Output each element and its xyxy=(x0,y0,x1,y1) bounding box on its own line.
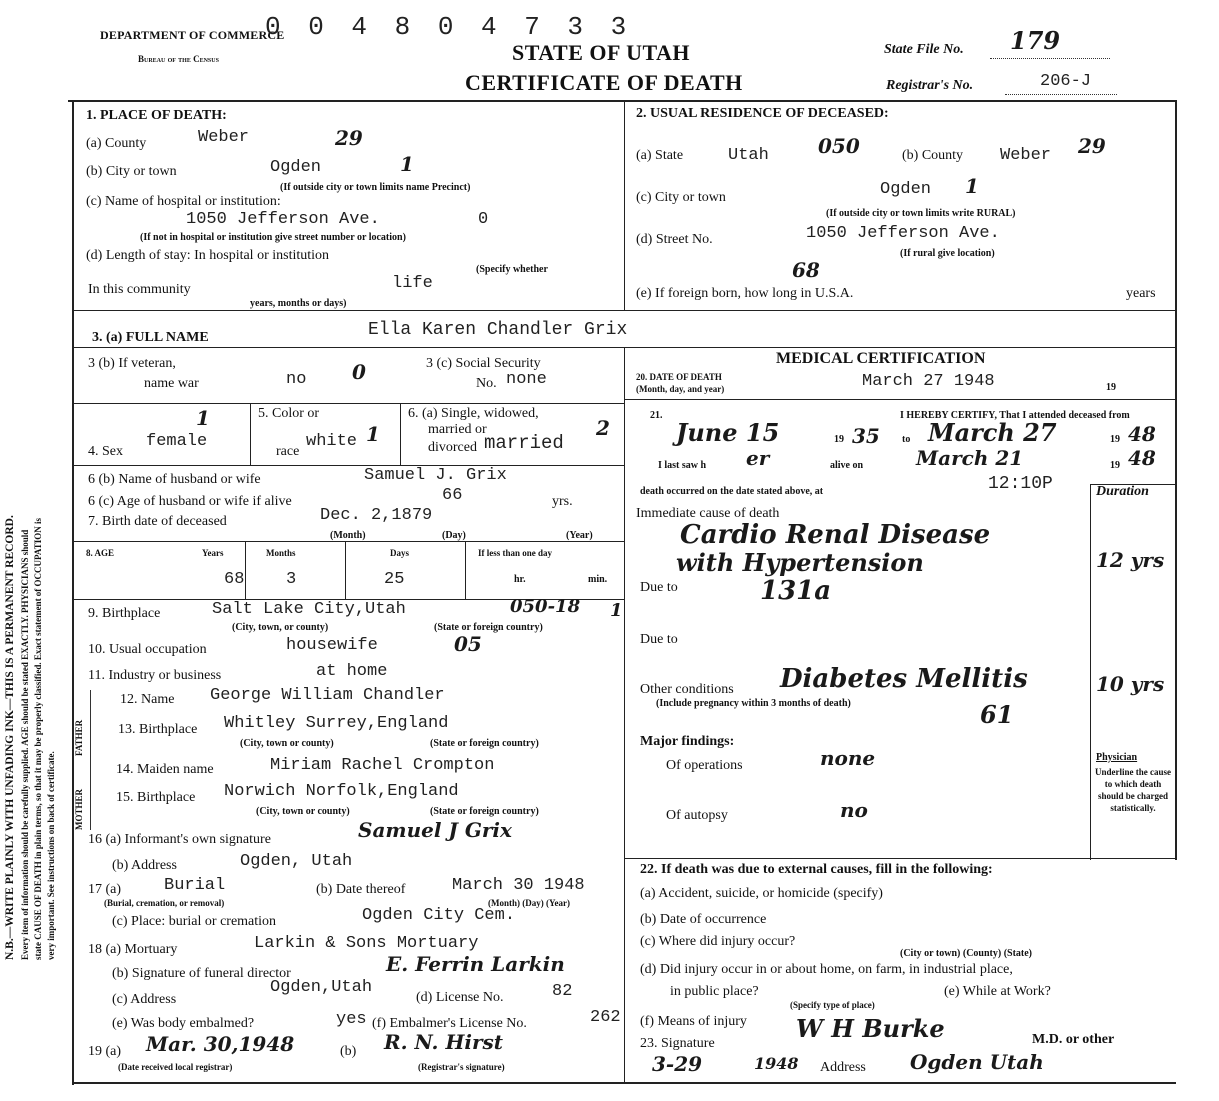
burial-date-label: (b) Date thereof xyxy=(316,882,406,897)
informant-addr-value: Ogden, Utah xyxy=(240,852,353,871)
embalmer-label: (f) Embalmer's License No. xyxy=(372,1016,527,1031)
age-less-label: If less than one day xyxy=(478,548,553,558)
place-of-death-heading: 1. PLACE OF DEATH: xyxy=(86,108,227,123)
age-label: 8. AGE xyxy=(86,548,115,558)
father-bp-note2: (State or foreign country) xyxy=(430,738,539,749)
certify-text: I HEREBY CERTIFY, That I attended deceased from xyxy=(900,410,1130,421)
signature-address: Ogden Utah xyxy=(910,1050,1044,1074)
marital-label3: divorced xyxy=(428,440,477,455)
external-d2: in public place? xyxy=(670,984,759,999)
res-foreign-label: (e) If foreign born, how long in U.S.A. xyxy=(636,286,854,301)
mother-bp-note2: (State or foreign country) xyxy=(430,806,539,817)
due-to-1-value: 131a xyxy=(760,576,832,606)
signature-year: 1948 xyxy=(754,1054,799,1073)
external-e: (e) While at Work? xyxy=(944,984,1051,999)
age-days-label: Days xyxy=(390,548,410,558)
birthplace-value: Salt Lake City,Utah xyxy=(212,600,406,619)
registrar-label: 19 (a) xyxy=(88,1044,122,1059)
veteran-war-label: name war xyxy=(144,376,199,391)
res-city-code: 1 xyxy=(965,174,979,198)
alive-on-label: alive on xyxy=(830,460,864,471)
birthplace-code2: 1 xyxy=(610,600,623,621)
attended-from: June 15 xyxy=(676,418,780,447)
race-label: race xyxy=(276,444,300,459)
res-state-code: 050 xyxy=(818,134,860,158)
pod-community-note: years, months or days) xyxy=(250,298,347,309)
immediate-cause-2: with Hypertension xyxy=(676,548,924,577)
pod-city-note: (If outside city or town limits name Precinct) xyxy=(280,182,471,193)
pod-community-label: In this community xyxy=(88,282,191,297)
birthplace-code: 050-18 xyxy=(510,596,581,617)
external-a: (a) Accident, suicide, or homicide (specify) xyxy=(640,886,883,901)
full-name-value: Ella Karen Chandler Grix xyxy=(368,320,628,340)
signature-address-label: Address xyxy=(820,1060,866,1075)
external-f: (f) Means of injury xyxy=(640,1014,747,1029)
mother-name-value: Miriam Rachel Crompton xyxy=(270,756,495,775)
spouse-name-value: Samuel J. Grix xyxy=(364,466,507,485)
industry-label: 11. Industry or business xyxy=(88,668,222,683)
external-c: (c) Where did injury occur? xyxy=(640,934,796,949)
pod-county-label: (a) County xyxy=(86,136,147,151)
funeral-director-sig: E. Ferrin Larkin xyxy=(386,952,565,976)
other-code: 61 xyxy=(980,700,1014,729)
spouse-name-label: 6 (b) Name of husband or wife xyxy=(88,472,261,487)
residence-heading: 2. USUAL RESIDENCE OF DECEASED: xyxy=(636,106,889,121)
sex-label: 4. Sex xyxy=(88,444,123,459)
immediate-cause-label: Immediate cause of death xyxy=(636,506,780,521)
pod-county-value: Weber xyxy=(198,128,250,147)
occupation-value: housewife xyxy=(286,636,378,655)
last-saw-her: er xyxy=(746,446,770,470)
signature-date: 3-29 xyxy=(652,1052,703,1076)
ss-label: 3 (c) Social Security xyxy=(426,356,541,371)
pod-city-value: Ogden xyxy=(270,158,322,177)
department-label: DEPARTMENT OF COMMERCE xyxy=(100,28,285,42)
external-heading: 22. If death was due to external causes, fill in the following: xyxy=(640,862,993,877)
occupation-code: 05 xyxy=(454,632,482,656)
full-name-label: 3. (a) FULL NAME xyxy=(92,330,209,345)
last-saw-label: I last saw h xyxy=(658,460,707,471)
certificate-title: CERTIFICATE OF DEATH xyxy=(465,70,743,95)
external-c-note: (City or town) (County) (State) xyxy=(900,948,1033,959)
license-value: 82 xyxy=(552,982,573,1001)
to-year-prefix: 19 xyxy=(1110,434,1120,445)
pod-stay-label: (d) Length of stay: In hospital or institution xyxy=(86,248,330,263)
res-state-label: (a) State xyxy=(636,148,684,163)
side-note-line3: state CAUSE OF DEATH in plain terms, so that it may be properly classified. Exact statement of OCCUPATION is xyxy=(33,518,43,960)
operations-value: none xyxy=(820,746,876,770)
informant-sig: Samuel J Grix xyxy=(358,818,512,842)
veteran-value: no xyxy=(286,370,307,389)
registrar-sig: R. N. Hirst xyxy=(384,1030,504,1054)
res-foreign-code: 68 xyxy=(792,258,820,282)
side-note-line1: N.B.—WRITE PLAINLY WITH UNFADING INK—THIS IS A PERMANENT RECORD. xyxy=(4,515,16,960)
res-street-note: (If rural give location) xyxy=(900,248,995,259)
father-name-label: 12. Name xyxy=(120,692,175,707)
dod-label: 20. DATE OF DEATH xyxy=(636,372,722,382)
registrar-note1: (Date received local registrar) xyxy=(118,1062,233,1072)
external-b: (b) Date of occurrence xyxy=(640,912,767,927)
registrar-no-value: 206-J xyxy=(1040,72,1092,91)
birthplace-label: 9. Birthplace xyxy=(88,606,161,621)
ss-no-label: No. xyxy=(476,376,497,391)
veteran-code: 0 xyxy=(352,360,366,384)
mother-bp-value: Norwich Norfolk,England xyxy=(224,782,459,801)
res-city-value: Ogden xyxy=(880,180,932,199)
attended-to: March 27 xyxy=(928,418,1057,447)
duration-label: Duration xyxy=(1096,484,1149,499)
age-hr-label: hr. xyxy=(514,574,526,585)
dod-year-label: 19 xyxy=(1106,382,1116,393)
marital-value: married xyxy=(484,432,564,454)
registrar-no-label: Registrar's No. xyxy=(886,78,974,93)
major-findings-label: Major findings: xyxy=(640,734,735,749)
age-months-label: Months xyxy=(266,548,296,558)
mother-name-label: 14. Maiden name xyxy=(116,762,214,777)
operations-label: Of operations xyxy=(666,758,743,773)
embalmed-value: yes xyxy=(336,1010,367,1029)
father-bp-value: Whitley Surrey,England xyxy=(224,714,449,733)
res-county-code: 29 xyxy=(1078,134,1106,158)
pod-city-code: 1 xyxy=(400,152,414,176)
pod-hospital-note: (If not in hospital or institution give street number or location) xyxy=(140,232,406,243)
immediate-cause-1: Cardio Renal Disease xyxy=(680,520,991,550)
marital-label2: married or xyxy=(428,422,487,437)
death-time: 12:10P xyxy=(988,474,1053,494)
pod-hospital-code: 0 xyxy=(478,210,489,229)
res-county-label: (b) County xyxy=(902,148,964,163)
birth-year-label: (Year) xyxy=(566,530,593,541)
burial-date-value: March 30 1948 xyxy=(452,876,585,895)
burial-date-note: (Month) (Day) (Year) xyxy=(488,898,570,908)
side-note-line4: very important. See instructions on back of certificate. xyxy=(46,751,56,960)
registrar-b-label: (b) xyxy=(340,1044,357,1059)
state-file-label: State File No. xyxy=(884,42,964,57)
burial-place-value: Ogden City Cem. xyxy=(362,906,516,925)
mother-bp-note1: (City, town or county) xyxy=(256,806,350,817)
spouse-age-unit: yrs. xyxy=(552,494,573,509)
signature-label: 23. Signature xyxy=(640,1036,715,1051)
autopsy-value: no xyxy=(840,798,868,822)
pod-hospital-label: (c) Name of hospital or institution: xyxy=(86,194,281,209)
res-city-note: (If outside city or town limits write RURAL) xyxy=(826,208,1016,219)
funeral-director-label: (b) Signature of funeral director xyxy=(112,966,291,981)
res-foreign-unit: years xyxy=(1126,286,1156,301)
last-year: 48 xyxy=(1128,446,1156,470)
state-title: STATE OF UTAH xyxy=(512,40,691,65)
last-saw-date: March 21 xyxy=(916,446,1024,470)
father-name-value: George William Chandler xyxy=(210,686,445,705)
age-min-label: min. xyxy=(588,574,608,585)
burial-note: (Burial, cremation, or removal) xyxy=(104,898,225,908)
external-d1: (d) Did injury occur in or about home, on farm, in industrial place, xyxy=(640,962,1013,977)
pod-city-label: (b) City or town xyxy=(86,164,177,179)
res-street-value: 1050 Jefferson Ave. xyxy=(806,224,1000,243)
age-months-value: 3 xyxy=(286,570,297,589)
birth-date-label: 7. Birth date of deceased xyxy=(88,514,227,529)
father-bp-note1: (City, town or county) xyxy=(240,738,334,749)
color-label: 5. Color or xyxy=(258,406,320,421)
immediate-duration: 12 yrs xyxy=(1096,548,1165,572)
age-years-value: 68 xyxy=(224,570,245,589)
to-label: to xyxy=(902,434,911,445)
registrar-date: Mar. 30,1948 xyxy=(146,1032,295,1056)
veteran-label: 3 (b) If veteran, xyxy=(88,356,176,371)
serial-number: 0 0 4 8 0 4 7 3 3 xyxy=(265,12,633,42)
mortuary-value: Larkin & Sons Mortuary xyxy=(254,934,479,953)
industry-value: at home xyxy=(316,662,388,681)
birth-day-label: (Day) xyxy=(442,530,466,541)
marital-code: 2 xyxy=(596,416,610,440)
other-conditions-value: Diabetes Mellitis xyxy=(780,664,1028,694)
res-city-label: (c) City or town xyxy=(636,190,726,205)
color-code: 1 xyxy=(366,422,380,446)
dod-value: March 27 1948 xyxy=(862,372,995,391)
res-street-label: (d) Street No. xyxy=(636,232,713,247)
pod-specify-note: (Specify whether xyxy=(476,264,548,275)
burial-label: 17 (a) xyxy=(88,882,122,897)
from-year: 35 xyxy=(852,424,880,448)
registrar-note2: (Registrar's signature) xyxy=(418,1062,505,1072)
due-to-2-label: Due to xyxy=(640,632,678,647)
physician-note: Underline the cause to which death should be charged statistically. xyxy=(1095,767,1171,813)
res-state-value: Utah xyxy=(728,146,769,165)
mother-bp-label: 15. Birthplace xyxy=(116,790,196,805)
burial-value: Burial xyxy=(164,876,226,895)
other-conditions-note: (Include pregnancy within 3 months of death) xyxy=(656,698,851,709)
mother-tag: MOTHER xyxy=(74,788,84,830)
state-file-value: 179 xyxy=(1010,26,1061,55)
res-county-value: Weber xyxy=(1000,146,1052,165)
informant-sig-label: 16 (a) Informant's own signature xyxy=(88,832,271,847)
father-bp-label: 13. Birthplace xyxy=(118,722,198,737)
license-label: (d) License No. xyxy=(416,990,504,1005)
marital-label: 6. (a) Single, widowed, xyxy=(408,406,539,421)
physician-signature: W H Burke xyxy=(796,1014,945,1043)
autopsy-label: Of autopsy xyxy=(666,808,728,823)
sex-value: female xyxy=(146,432,208,451)
embalmed-label: (e) Was body embalmed? xyxy=(112,1016,255,1031)
to-year: 48 xyxy=(1128,422,1156,446)
ss-value: none xyxy=(506,370,547,389)
from-year-prefix: 19 xyxy=(834,434,844,445)
other-duration: 10 yrs xyxy=(1096,672,1165,696)
mortuary-label: 18 (a) Mortuary xyxy=(88,942,178,957)
external-d-note: (Specify type of place) xyxy=(790,1000,875,1010)
medical-heading: MEDICAL CERTIFICATION xyxy=(776,350,986,367)
spouse-age-label: 6 (c) Age of husband or wife if alive xyxy=(88,494,292,509)
age-years-label: Years xyxy=(202,548,224,558)
birthplace-note1: (City, town, or county) xyxy=(232,622,329,633)
spouse-age-value: 66 xyxy=(442,486,463,505)
birth-month-label: (Month) xyxy=(330,530,366,541)
father-tag: FATHER xyxy=(74,719,84,756)
dod-note: (Month, day, and year) xyxy=(636,384,725,394)
due-to-1-label: Due to xyxy=(640,580,678,595)
bureau-label: Bureau of the Census xyxy=(138,54,219,64)
birthplace-note2: (State or foreign country) xyxy=(434,622,543,633)
age-days-value: 25 xyxy=(384,570,405,589)
mortuary-addr-value: Ogden,Utah xyxy=(270,978,373,997)
physician-note-heading: Physician xyxy=(1096,752,1138,763)
occurred-label: death occurred on the date stated above, at xyxy=(640,486,824,497)
color-value: white xyxy=(306,432,358,451)
informant-addr-label: (b) Address xyxy=(112,858,177,873)
md-label: M.D. or other xyxy=(1032,1032,1115,1047)
certify-number: 21. xyxy=(650,410,663,421)
mortuary-addr-label: (c) Address xyxy=(112,992,177,1007)
pod-hospital-value: 1050 Jefferson Ave. xyxy=(186,210,380,229)
birth-date-value: Dec. 2,1879 xyxy=(320,506,433,525)
sex-code: 1 xyxy=(196,406,210,430)
last-year-prefix: 19 xyxy=(1110,460,1120,471)
occupation-label: 10. Usual occupation xyxy=(88,642,207,657)
pod-community-value: life xyxy=(392,274,433,293)
pod-county-code: 29 xyxy=(335,126,363,150)
burial-place-label: (c) Place: burial or cremation xyxy=(112,914,277,929)
other-conditions-label: Other conditions xyxy=(640,682,734,697)
side-note-line2: Every item of information should be carefully supplied. AGE should be stated EXACTLY. PHYSICIANS should xyxy=(20,529,30,960)
embalmer-value: 262 xyxy=(590,1008,621,1027)
